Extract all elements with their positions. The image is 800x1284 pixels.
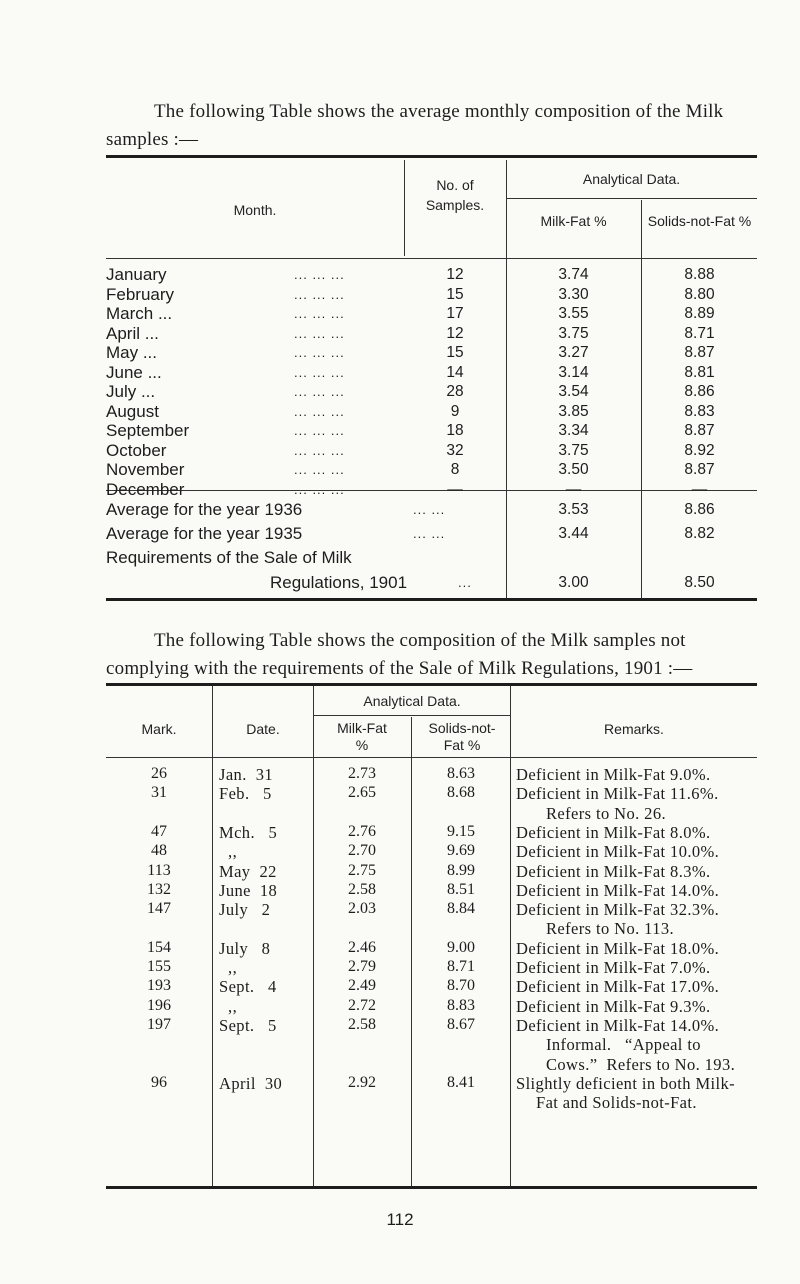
milk-fat-value: 2.75: [348, 861, 376, 879]
month-leader-dots: ... ... ...: [294, 325, 345, 341]
mark-number: 154: [147, 938, 171, 956]
intro-paragraph-1: [106, 98, 756, 126]
monthly-composition-table: [106, 155, 757, 600]
snf-value: 8.68: [447, 784, 475, 802]
mark-number: 47: [151, 822, 167, 840]
table1-header-rule: [106, 258, 757, 259]
sample-date: ,,: [219, 996, 238, 1016]
mark-number: 193: [147, 977, 171, 995]
milk-fat-value: 2.58: [348, 880, 376, 898]
month-name: June ...: [106, 362, 162, 382]
month-name: May ...: [106, 343, 158, 362]
intro-1-line-2: samples :—: [106, 129, 199, 150]
milk-fat-value: —: [565, 480, 582, 498]
mark-number: 31: [151, 784, 167, 802]
snf-value: 8.71: [684, 324, 715, 342]
sample-count: 18: [446, 422, 464, 439]
snf-value: 8.84: [447, 900, 475, 918]
month-leader-dots: ... ... ...: [294, 403, 345, 419]
remark-line: Deficient in Milk-Fat 7.0%.: [516, 958, 711, 977]
milk-fat-value: 2.49: [348, 977, 376, 995]
sample-date: June 18: [219, 880, 278, 900]
intro-paragraph-1-cont: [106, 126, 756, 154]
snf-value: 8.63: [447, 765, 475, 782]
snf-value: 8.88: [684, 266, 715, 283]
summary-leader-dots: ... ...: [413, 526, 446, 541]
snf-value: 8.87: [684, 461, 715, 478]
remark-line: Deficient in Milk-Fat 9.0%.: [516, 765, 711, 784]
table2-header-date: Date.: [246, 721, 280, 737]
month-leader-dots: ... ... ...: [294, 364, 345, 380]
summary-milk-fat: 3.00: [558, 574, 589, 591]
summary-milk-fat: 3.53: [558, 501, 589, 518]
remark-line: Deficient in Milk-Fat 9.3%.: [516, 996, 711, 1016]
milk-fat-value: 3.75: [558, 441, 589, 459]
sample-count: 9: [450, 402, 460, 420]
milk-fat-value: 3.85: [558, 402, 589, 420]
sample-count: 15: [446, 344, 464, 361]
snf-value: 8.81: [684, 363, 715, 381]
remark-line: Refers to No. 113.: [546, 919, 675, 939]
summary-leader-dots: ... ...: [413, 502, 446, 517]
remark-line: Deficient in Milk-Fat 10.0%.: [516, 842, 720, 862]
sample-count: —: [447, 480, 463, 498]
table1-header-milkfat: Milk-Fat %: [540, 213, 607, 229]
table2-divider: [313, 686, 314, 1189]
snf-value: 8.87: [684, 422, 715, 439]
month-leader-dots: ... ... ...: [294, 462, 345, 477]
month-name: September: [106, 421, 190, 440]
snf-value: 8.51: [447, 880, 475, 898]
snf-value: 8.87: [684, 344, 715, 361]
sample-date: Mch. 5: [219, 822, 278, 842]
remark-line: Deficient in Milk-Fat 32.3%.: [516, 900, 720, 920]
table2-header-milkfat: Milk-Fat %: [337, 720, 387, 753]
snf-value: 8.86: [684, 383, 715, 400]
month-leader-dots: ... ... ...: [294, 306, 345, 321]
remark-line: Slightly deficient in both Milk-: [516, 1073, 736, 1093]
summary-snf: 8.50: [684, 574, 715, 591]
table2-header-analytical: Analytical Data.: [363, 693, 461, 709]
table2-top-rule: [106, 683, 757, 686]
month-name: November: [106, 460, 185, 479]
table1-header-analytical: Analytical Data.: [582, 171, 681, 187]
snf-value: 9.69: [447, 842, 475, 860]
month-name: August: [106, 401, 159, 421]
milk-fat-value: 3.34: [558, 422, 589, 439]
sample-count: 28: [446, 383, 464, 400]
table1-header-month: Month.: [233, 202, 277, 218]
milk-fat-value: 3.74: [558, 266, 589, 283]
sample-date: Feb. 5: [219, 784, 272, 804]
sample-count: 8: [450, 461, 460, 478]
snf-value: 8.92: [684, 441, 715, 459]
sample-count: 12: [446, 266, 464, 283]
table2-subheader-rule: [313, 715, 511, 716]
month-name: January: [106, 265, 167, 284]
snf-value: 8.99: [447, 861, 475, 879]
month-leader-dots: ... ... ...: [294, 423, 345, 438]
remark-line: Deficient in Milk-Fat 8.3%.: [516, 861, 711, 881]
sample-count: 32: [446, 441, 464, 459]
milk-fat-value: 2.72: [348, 996, 376, 1014]
milk-fat-value: 2.79: [348, 958, 376, 975]
milk-fat-value: 3.50: [558, 461, 589, 478]
remark-line: Cows.” Refers to No. 193.: [546, 1054, 736, 1074]
mark-number: 132: [147, 880, 171, 898]
remark-line: Deficient in Milk-Fat 14.0%.: [516, 1015, 720, 1035]
sample-date: July 8: [219, 938, 271, 958]
snf-value: 8.67: [447, 1015, 475, 1033]
snf-value: 8.71: [447, 958, 475, 975]
mark-number: 113: [147, 861, 171, 879]
month-leader-dots: ... ... ...: [294, 267, 345, 282]
snf-value: 9.15: [447, 822, 475, 840]
table1-top-rule: [106, 155, 757, 158]
remark-line: Deficient in Milk-Fat 17.0%.: [516, 977, 720, 997]
milk-fat-value: 3.55: [558, 305, 589, 322]
remark-line: Informal. “Appeal to: [546, 1035, 701, 1055]
milk-fat-value: 3.54: [558, 383, 589, 400]
table1-header-snf: Solids-not-Fat %: [647, 213, 752, 229]
summary-milk-fat: 3.44: [558, 525, 589, 542]
mark-number: 155: [147, 958, 171, 975]
milk-fat-value: 2.76: [348, 822, 376, 840]
table2-header-remarks: Remarks.: [604, 721, 664, 737]
milk-fat-value: 2.46: [348, 938, 376, 956]
month-name: April ...: [106, 323, 159, 343]
page-number: 112: [386, 1210, 414, 1229]
sample-date: Jan. 31: [219, 765, 274, 784]
sample-count: 12: [446, 324, 464, 342]
remark-line: Deficient in Milk-Fat 18.0%.: [516, 938, 720, 958]
mark-number: 196: [147, 996, 171, 1014]
month-leader-dots: ... ... ...: [294, 286, 345, 302]
sample-date: Sept. 5: [219, 1015, 277, 1035]
table1-divider: [404, 160, 405, 256]
summary-snf: 8.86: [684, 501, 715, 518]
sample-count: 14: [446, 363, 464, 381]
milk-fat-value: 2.65: [348, 784, 376, 802]
snf-value: 9.00: [447, 938, 475, 956]
mark-number: 197: [147, 1015, 171, 1033]
summary-label: Average for the year 1935: [106, 524, 303, 543]
non-complying-samples-table: [106, 683, 757, 1189]
summary-leader-dots: ...: [458, 575, 472, 590]
month-leader-dots: ... ... ...: [294, 384, 345, 399]
snf-value: 8.83: [684, 402, 715, 420]
sample-date: ,,: [219, 958, 238, 977]
summary-snf: 8.82: [684, 525, 715, 542]
snf-value: 8.83: [447, 996, 475, 1014]
milk-fat-value: 3.30: [558, 285, 589, 303]
milk-fat-value: 3.14: [558, 363, 589, 381]
remark-line: Deficient in Milk-Fat 11.6%.: [516, 784, 719, 804]
month-leader-dots: ... ... ...: [294, 442, 345, 458]
remark-line: Fat and Solids-not-Fat.: [536, 1093, 697, 1113]
snf-value: —: [691, 480, 708, 498]
summary-label: Requirements of the Sale of Milk: [106, 548, 352, 567]
remark-line: Deficient in Milk-Fat 8.0%.: [516, 822, 711, 842]
milk-fat-value: 3.75: [558, 324, 589, 342]
intro-paragraph-2: [106, 627, 756, 655]
intro-paragraph-2-cont: [106, 655, 756, 683]
snf-value: 8.70: [447, 977, 475, 995]
table2-header-mark: Mark.: [141, 721, 177, 737]
intro-1-line-1: The following Table shows the average monthly composition of the Milk: [154, 101, 724, 122]
milk-fat-value: 2.73: [348, 765, 376, 782]
milk-fat-value: 3.27: [558, 344, 589, 361]
sample-date: Sept. 4: [219, 977, 277, 997]
month-name: February: [106, 284, 175, 304]
sample-date: ,,: [219, 842, 238, 862]
table2-bottom-rule: [106, 1186, 757, 1189]
milk-fat-value: 2.92: [348, 1073, 376, 1091]
month-name: October: [106, 440, 167, 460]
remark-line: Refers to No. 26.: [546, 803, 666, 823]
sample-date: July 2: [219, 900, 271, 920]
sample-date: May 22: [219, 861, 277, 881]
month-name: December: [106, 479, 185, 499]
intro-2-line-1: The following Table shows the composition of the Milk samples not: [154, 630, 686, 651]
sample-count: 15: [446, 285, 464, 303]
table1-header-samples: No. of Samples.: [425, 177, 485, 213]
mark-number: 96: [151, 1073, 167, 1091]
summary-label: Regulations, 1901: [270, 573, 408, 592]
month-leader-dots: ... ... ...: [294, 345, 345, 360]
snf-value: 8.89: [684, 305, 715, 322]
mark-number: 48: [151, 842, 167, 860]
intro-2-line-2: complying with the requirements of the Sale of Milk Regulations, 1901 :—: [106, 658, 693, 679]
table1-bottom-rule: [106, 598, 757, 601]
snf-value: 8.80: [684, 285, 715, 303]
snf-value: 8.41: [447, 1073, 475, 1091]
milk-fat-value: 2.70: [348, 842, 376, 860]
table2-header-snf: Solids-not- Fat %: [428, 720, 496, 753]
table2-divider: [510, 686, 511, 1189]
month-name: March ...: [106, 304, 173, 323]
mark-number: 26: [151, 765, 167, 782]
table1-subheader-rule: [506, 198, 757, 199]
remark-line: Deficient in Milk-Fat 14.0%.: [516, 880, 720, 900]
table2-divider: [212, 686, 213, 1189]
milk-fat-value: 2.58: [348, 1015, 376, 1033]
sample-date: April 30: [219, 1073, 283, 1093]
mark-number: 147: [147, 900, 171, 918]
month-leader-dots: ... ... ...: [294, 481, 345, 497]
sample-count: 17: [446, 305, 464, 322]
table2-header-rule: [106, 757, 757, 758]
month-name: July ...: [106, 382, 156, 401]
milk-fat-value: 2.03: [348, 900, 376, 918]
summary-label: Average for the year 1936: [106, 500, 303, 519]
